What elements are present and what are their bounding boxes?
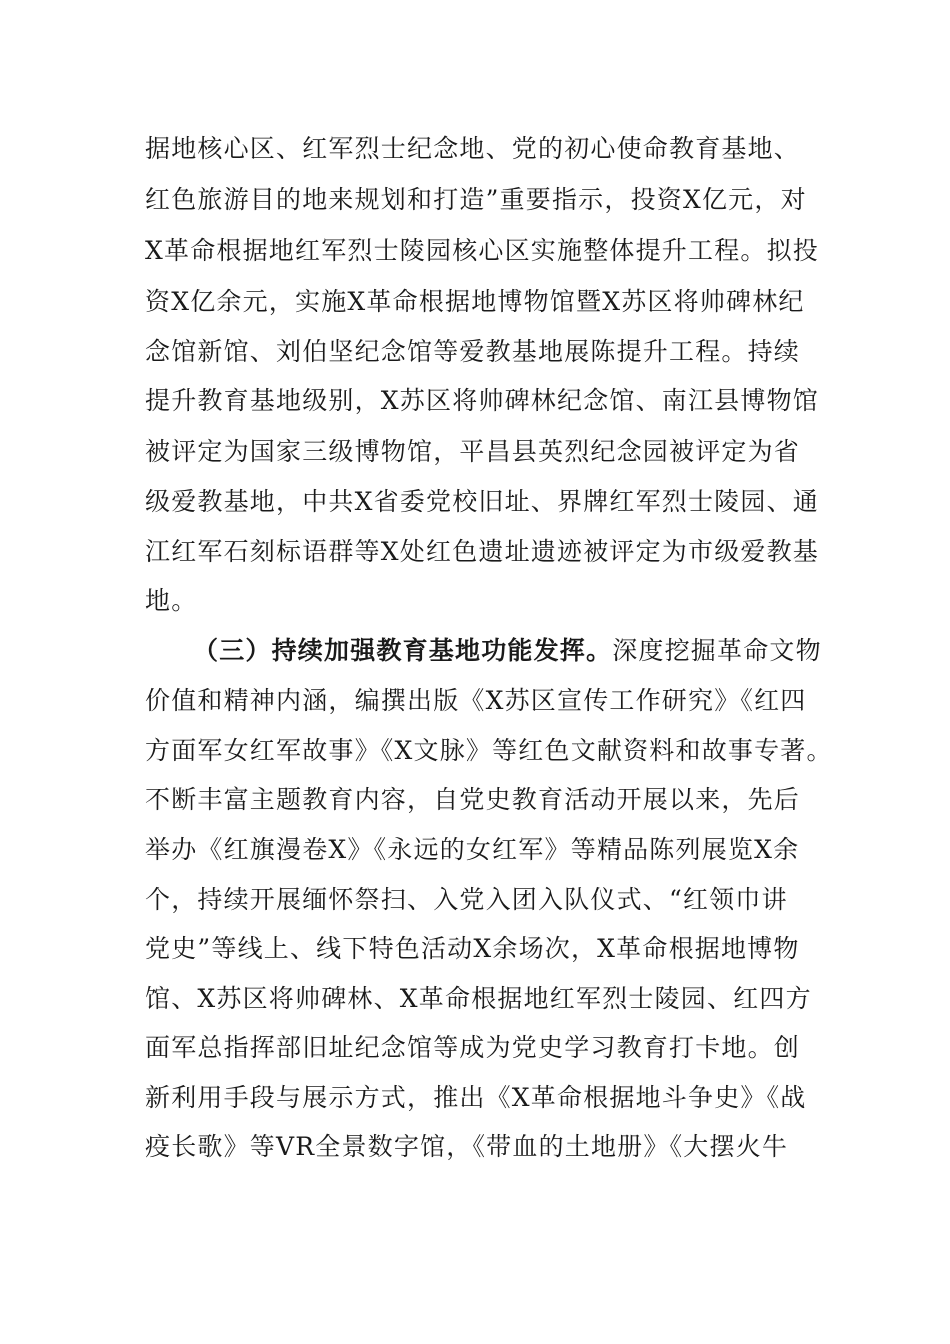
- text-line: 提升教育基地级别，X苏区将帅碑林纪念馆、南江县博物馆: [145, 386, 820, 415]
- text-line: 新利用手段与展示方式，推出《X革命根据地斗争史》《战: [145, 1083, 807, 1112]
- text-line: 疫长歌》等VR全景数字馆，《带血的土地册》《大摆火牛: [145, 1132, 789, 1161]
- section-heading-line: [193, 634, 822, 668]
- text-line: 价值和精神内涵，编撰出版《X苏区宣传工作研究》《红四: [145, 686, 807, 715]
- text-line: 被评定为国家三级博物馆，平昌县英烈纪念园被评定为省: [145, 437, 801, 466]
- text-line: 馆、X苏区将帅碑林、X革命根据地红军烈士陵园、红四方: [145, 984, 812, 1013]
- text-line: X革命根据地红军烈士陵园核心区实施整体提升工程。拟投: [145, 236, 820, 265]
- text-line: 方面军女红军故事》《X文脉》等红色文献资料和故事专著。: [145, 736, 833, 765]
- text-line: 地。: [145, 586, 198, 615]
- text-line: 个，持续开展缅怀祭扫、入党入团入队仪式、“红领巾讲: [145, 885, 788, 914]
- text-line: 念馆新馆、刘伯坚纪念馆等爱教基地展陈提升工程。持续: [145, 337, 801, 366]
- text-line: 江红军石刻标语群等X处红色遗址遗迹被评定为市级爱教基: [145, 537, 820, 566]
- text-line: 举办《红旗漫卷X》《永远的女红军》等精品陈列展览X余: [145, 835, 800, 864]
- text-run: 深度挖掘革命文物: [612, 636, 822, 665]
- text-line: 级爱教基地，中共X省委党校旧址、界牌红军烈士陵园、通: [145, 487, 820, 516]
- section-heading: （三）持续加强教育基地功能发挥。: [193, 636, 613, 665]
- text-line: 党史”等线上、线下特色活动X余场次，X革命根据地博物: [145, 934, 800, 963]
- text-line: 资X亿余元，实施X革命根据地博物馆暨X苏区将帅碑林纪: [145, 287, 805, 316]
- text-line: 面军总指挥部旧址纪念馆等成为党史学习教育打卡地。创: [145, 1033, 801, 1062]
- text-line: 据地核心区、红军烈士纪念地、党的初心使命教育基地、: [145, 134, 801, 163]
- text-line: 不断丰富主题教育内容，自党史教育活动开展以来，先后: [145, 785, 801, 814]
- text-line: 红色旅游目的地来规划和打造”重要指示，投资X亿元，对: [145, 185, 807, 214]
